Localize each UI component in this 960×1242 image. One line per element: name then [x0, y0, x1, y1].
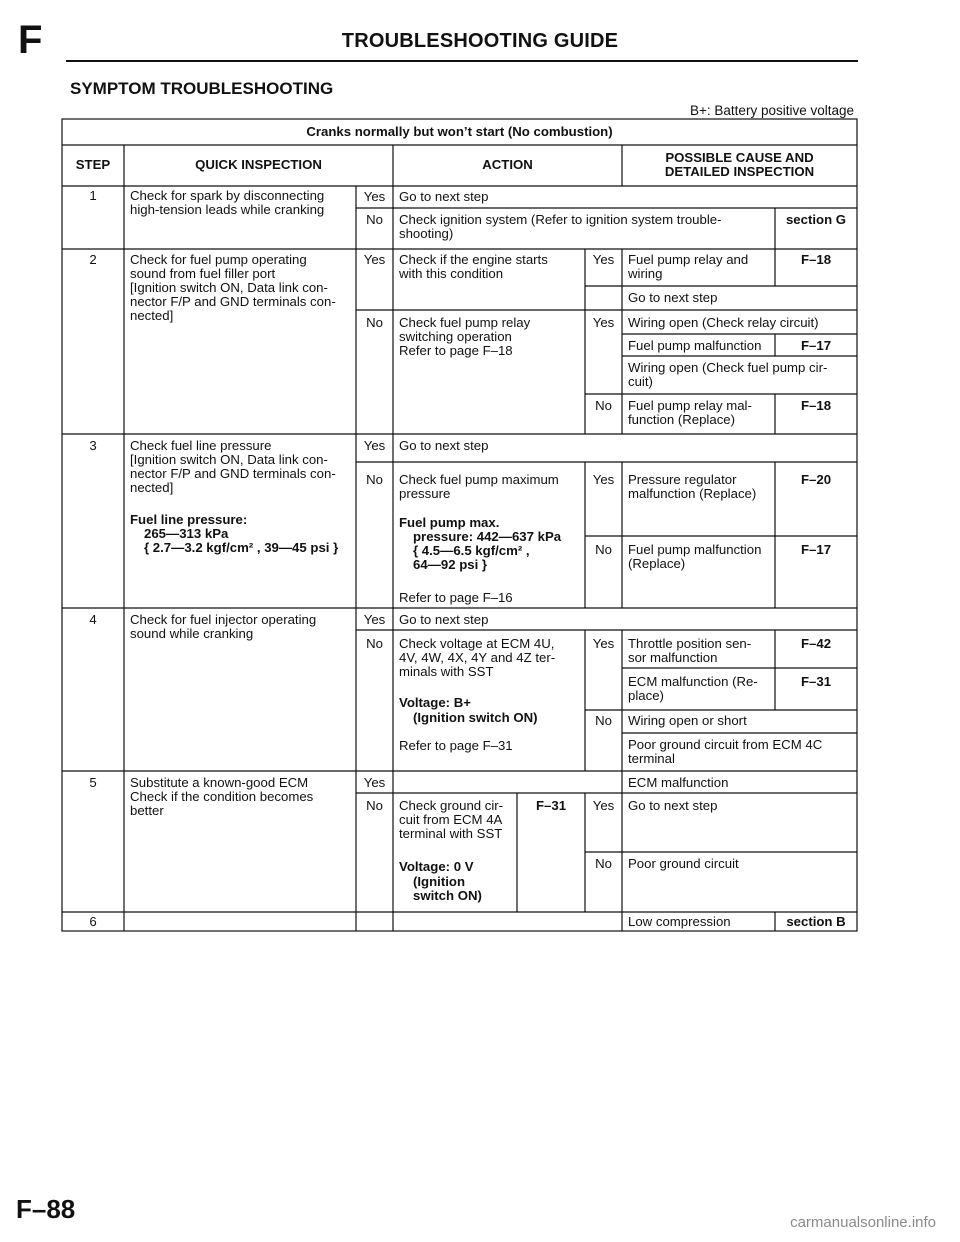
step-number: 3 [89, 438, 97, 453]
step1-no-reference: section G [785, 212, 847, 227]
step2-yes-no-cause: Go to next step [628, 290, 718, 305]
step4-no-no-cause2: Poor ground circuit from ECM 4C terminal [628, 737, 823, 766]
step2-no-no-cause: Fuel pump relay mal- function (Replace) [628, 398, 752, 427]
step5-voltage-condition: (Ignition switch ON) [413, 874, 482, 903]
step3-no-no-reference: F–17 [800, 542, 832, 557]
header-step: STEP [75, 157, 111, 172]
no-label: No [366, 636, 383, 651]
no-label: No [366, 472, 383, 487]
step3-spec-label: Fuel line pressure: [130, 512, 248, 527]
voltage-note: B+: Battery positive voltage [690, 103, 854, 118]
section-subtitle: SYMPTOM TROUBLESHOOTING [70, 79, 334, 98]
step2-inspection: Check for fuel pump operating sound from fuel filler port [Ignition switch ON, Data link con- nector F/P and GND terminals con- nected] [130, 252, 336, 323]
step5-no-action: Check ground cir- cuit from ECM 4A terminal with SST [399, 798, 504, 841]
step3-no-yes-cause: Pressure regulator malfunction (Replace) [628, 472, 757, 501]
section-letter: F [18, 18, 43, 62]
header-action: ACTION [482, 157, 533, 172]
no-label: No [595, 542, 612, 557]
step6-cause: Low compression [628, 914, 731, 929]
step4-inspection: Check for fuel injector operating sound while cranking [130, 612, 317, 641]
step5-no-yes-cause: Go to next step [628, 798, 718, 813]
step4-voltage-condition: (Ignition switch ON) [413, 710, 538, 725]
yes-label: Yes [363, 438, 386, 453]
yes-label: Yes [363, 612, 386, 627]
step-number: 2 [89, 252, 97, 267]
step4-yes-action: Go to next step [399, 612, 489, 627]
step-number: 4 [89, 612, 97, 627]
step3-yes-action: Go to next step [399, 438, 489, 453]
step3-spec-value: 265—313 kPa { 2.7—3.2 kgf/cm² , 39—45 psi } [144, 526, 339, 555]
step3-no-reference-text: Refer to page F–16 [399, 590, 513, 605]
yes-label: Yes [363, 252, 386, 267]
step4-no-yes-cause2: ECM malfunction (Re- place) [628, 674, 758, 703]
step2-no-yes-cause3: Wiring open (Check fuel pump cir- cuit) [628, 360, 828, 389]
step2-no-yes-reference2: F–17 [800, 338, 832, 353]
step4-no-action: Check voltage at ECM 4U, 4V, 4W, 4X, 4Y and 4Z ter- minals with SST [399, 636, 556, 679]
step3-inspection: Check fuel line pressure [Ignition switch ON, Data link con- nector F/P and GND terminals con- nected] [130, 438, 336, 495]
step-number: 6 [89, 914, 97, 929]
step4-no-yes-reference1: F–42 [800, 636, 832, 651]
yes-label: Yes [592, 798, 615, 813]
yes-label: Yes [592, 472, 615, 487]
no-label: No [366, 798, 383, 813]
step5-voltage-label: Voltage: 0 V [399, 859, 474, 874]
step1-yes-action: Go to next step [399, 189, 489, 204]
step5-no-reference: F–31 [535, 798, 567, 813]
no-label: No [595, 713, 612, 728]
page-number: F–88 [16, 1194, 76, 1224]
yes-label: Yes [592, 636, 615, 651]
header-quick-inspection: QUICK INSPECTION [195, 157, 322, 172]
step3-no-action: Check fuel pump maximum pressure [399, 472, 559, 501]
table-title: Cranks normally but won’t start (No combustion) [306, 124, 613, 139]
step3-no-spec-label: Fuel pump max. [399, 515, 500, 530]
step2-no-action: Check fuel pump relay switching operation Refer to page F–18 [399, 315, 531, 358]
step3-no-no-cause: Fuel pump malfunction (Replace) [628, 542, 762, 571]
step2-no-yes-cause2: Fuel pump malfunction [628, 338, 762, 353]
step5-inspection: Substitute a known-good ECM Check if the condition becomes better [130, 775, 314, 818]
yes-label: Yes [592, 252, 615, 267]
no-label: No [595, 398, 612, 413]
step3-no-yes-reference: F–20 [800, 472, 832, 487]
watermark: carmanualsonline.info [790, 1214, 936, 1231]
step4-no-yes-cause1: Throttle position sen- sor malfunction [628, 636, 752, 665]
no-label: No [366, 212, 383, 227]
step-number: 1 [89, 188, 97, 203]
yes-label: Yes [592, 315, 615, 330]
yes-label: Yes [363, 189, 386, 204]
no-label: No [595, 856, 612, 871]
no-label: No [366, 315, 383, 330]
page-title: TROUBLESHOOTING GUIDE [341, 30, 619, 52]
step6-reference: section B [786, 914, 846, 929]
header-possible-cause: POSSIBLE CAUSE AND DETAILED INSPECTION [664, 150, 815, 179]
yes-label: Yes [363, 775, 386, 790]
step2-no-no-reference: F–18 [800, 398, 832, 413]
step1-inspection: Check for spark by disconnecting high-tension leads while cranking [130, 188, 325, 217]
step5-yes-cause: ECM malfunction [628, 775, 729, 790]
step1-no-action: Check ignition system (Refer to ignition system trouble- shooting) [399, 212, 722, 241]
step4-no-yes-reference2: F–31 [800, 674, 832, 689]
step5-no-no-cause: Poor ground circuit [628, 856, 739, 871]
step2-yes-yes-reference: F–18 [800, 252, 832, 267]
step2-yes-yes-cause: Fuel pump relay and wiring [628, 252, 749, 281]
step3-no-spec-value: pressure: 442—637 kPa { 4.5—6.5 kgf/cm² , 64—92 psi } [413, 529, 562, 572]
step4-no-reference-text: Refer to page F–31 [399, 738, 513, 753]
step-number: 5 [89, 775, 97, 790]
step2-no-yes-cause1: Wiring open (Check relay circuit) [628, 315, 819, 330]
step4-no-no-cause1: Wiring open or short [628, 713, 747, 728]
step2-yes-action: Check if the engine starts with this condition [399, 252, 548, 281]
step4-voltage-label: Voltage: B+ [399, 695, 471, 710]
